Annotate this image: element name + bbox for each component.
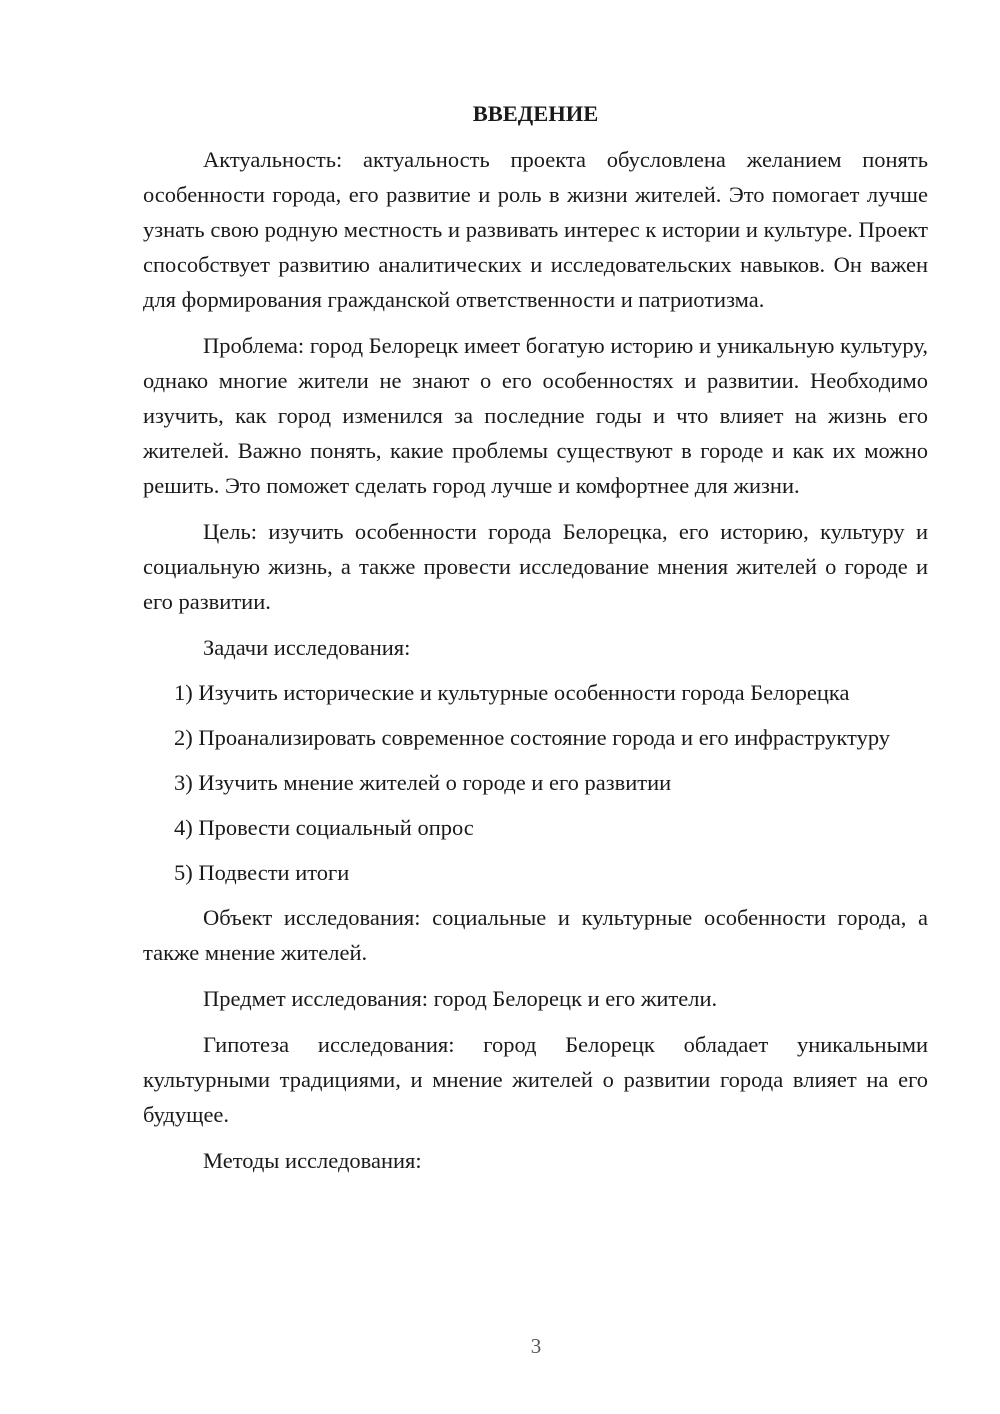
document-page: [143, 96, 928, 1178]
task-item: 1) Изучить исторические и культурные особенности города Белорецка: [174, 680, 850, 705]
goal-paragraph: Цель: изучить особенности города Белорецка, его историю, культуру и социальную жизнь, а также провести исследование мнения жителей о городе и его развитии.: [143, 519, 928, 614]
relevance-paragraph: Актуальность: актуальность проекта обусловлена желанием понять особенности города, его развитие и роль в жизни жителей. Это помогает лучше узнать свою родную местность и развивать интерес к истории и культуре. Проект способствует развитию аналитических и исследовательских навыков. Он важен для формирования гражданской ответственности и патриотизма.: [143, 147, 928, 312]
object-paragraph: Объект исследования: социальные и культурные особенности города, а также мнение жителей.: [143, 905, 928, 965]
subject-paragraph: Предмет исследования: город Белорецк и его жители.: [203, 986, 718, 1011]
page-number: 3: [530, 1334, 542, 1358]
problem-paragraph: Проблема: город Белорецк имеет богатую историю и уникальную культуру, однако многие жители не знают о его особенностях и развитии. Необходимо изучить, как город изменился за последние годы и что влияет на жизнь его жителей. Важно понять, какие проблемы существуют в городе и как их можно решить. Это поможет сделать город лучше и комфортнее для жизни.: [143, 333, 928, 498]
task-item: 4) Провести социальный опрос: [174, 815, 474, 840]
methods-heading: Методы исследования:: [203, 1148, 422, 1173]
task-item: 3) Изучить мнение жителей о городе и его развитии: [174, 770, 672, 795]
page-title: ВВЕДЕНИЕ: [472, 101, 599, 126]
task-item: 5) Подвести итоги: [174, 860, 350, 885]
tasks-heading: Задачи исследования:: [203, 635, 411, 660]
tasks-list: [143, 675, 928, 890]
task-item: 2) Проанализировать современное состояние города и его инфраструктуру: [174, 725, 891, 750]
hypothesis-paragraph: Гипотеза исследования: город Белорецк обладает уникальными культурными традициями, и мнение жителей о развитии города влияет на его будущее.: [143, 1032, 928, 1127]
